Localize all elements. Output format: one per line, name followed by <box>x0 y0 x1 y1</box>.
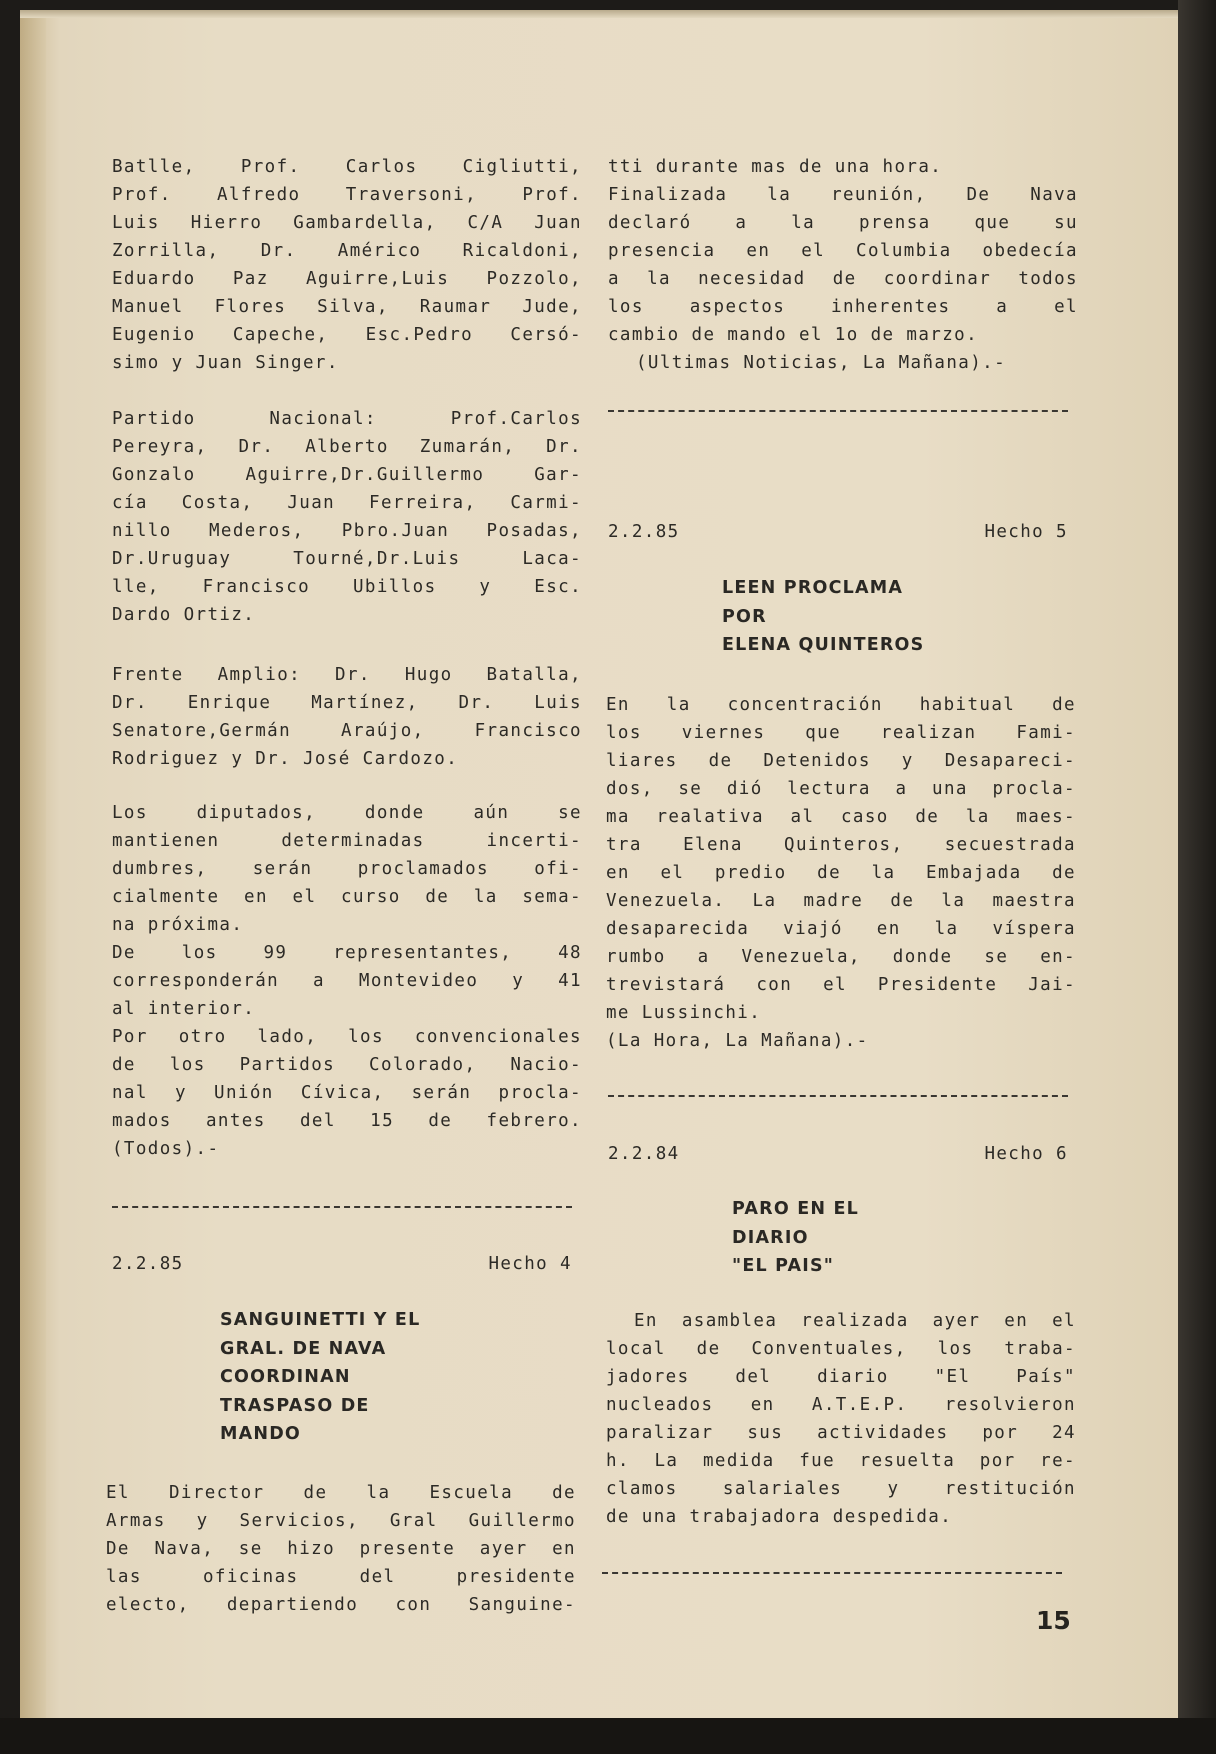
text-line: Dr.Uruguay Tourné,Dr.Luis Laca- <box>112 549 582 569</box>
headline-line: PARO EN EL <box>732 1199 860 1219</box>
partido-nacional-paragraph <box>112 405 582 629</box>
diputados-paragraph <box>112 799 582 1163</box>
fact-label: Hecho 4 <box>488 1254 572 1274</box>
right-column <box>608 10 1078 1718</box>
text-line: (La Hora, La Mañana).- <box>606 1031 869 1051</box>
text-line: dumbres, serán proclamados ofi- <box>112 859 582 879</box>
headline-line: LEEN PROCLAMA <box>722 578 904 598</box>
text-line: Prof. Alfredo Traversoni, Prof. <box>112 185 582 205</box>
fact6-headline <box>732 1195 859 1281</box>
text-line: Eugenio Capeche, Esc.Pedro Cersó- <box>112 325 582 345</box>
headline-line: SANGUINETTI Y EL <box>220 1310 421 1330</box>
text-line: En asamblea realizada ayer en el <box>634 1311 1076 1331</box>
text-line: cialmente en el curso de la sema- <box>112 887 582 907</box>
text-line: tra Elena Quinteros, secuestrada <box>606 835 1076 855</box>
fact4-body <box>106 1479 576 1619</box>
text-line: trevistará con el Presidente Jai- <box>606 975 1076 995</box>
scan-bottom-edge <box>0 1718 1216 1754</box>
fact6-body <box>606 1307 1076 1531</box>
text-line: Eduardo Paz Aguirre,Luis Pozzolo, <box>112 269 582 289</box>
text-line: mados antes del 15 de febrero. <box>112 1111 582 1131</box>
text-line: dos, se dió lectura a una procla- <box>606 779 1076 799</box>
fact-date: 2.2.85 <box>112 1254 184 1274</box>
headline-line: TRASPASO DE <box>220 1395 370 1416</box>
text-line: rumbo a Venezuela, donde se en- <box>606 947 1076 967</box>
text-line: De Nava, se hizo presente ayer en <box>106 1539 576 1559</box>
text-line: Zorrilla, Dr. Américo Ricaldoni, <box>112 241 582 261</box>
text-line: Luis Hierro Gambardella, C/A Juan <box>112 213 582 233</box>
text-line: Frente Amplio: Dr. Hugo Batalla, <box>112 665 582 685</box>
text-line: Rodriguez y Dr. José Cardozo. <box>112 749 459 769</box>
fact4-continuation <box>608 153 1078 377</box>
text-line: corresponderán a Montevideo y 41 <box>112 971 582 991</box>
page-shadow-left <box>20 10 46 1718</box>
text-line: mantienen determinadas incerti- <box>112 831 582 851</box>
fact5-body <box>606 691 1076 1055</box>
fact4-dateline <box>112 1250 582 1278</box>
scan-right-edge <box>1178 0 1216 1754</box>
headline-line: GRAL. DE NAVA <box>220 1338 387 1359</box>
left-column <box>106 10 582 1718</box>
text-line: de una trabajadora despedida. <box>606 1507 953 1527</box>
text-line: las oficinas del presidente <box>106 1567 576 1587</box>
page-number: 15 <box>1036 1606 1071 1635</box>
text-line: Finalizada la reunión, De Nava <box>608 185 1078 205</box>
text-line: nucleados en A.T.E.P. resolvieron <box>606 1395 1076 1415</box>
text-line: nal y Unión Cívica, serán procla- <box>112 1083 582 1103</box>
colorado-candidates-paragraph <box>112 153 582 377</box>
text-line: De los 99 representantes, 48 <box>112 943 582 963</box>
text-line: al interior. <box>112 999 256 1019</box>
text-line: paralizar sus actividades por 24 <box>606 1423 1076 1443</box>
text-line: Dardo Ortiz. <box>112 605 256 625</box>
text-line: Dr. Enrique Martínez, Dr. Luis <box>112 693 582 713</box>
section-divider <box>608 1095 1068 1097</box>
text-line: Partido Nacional: Prof.Carlos <box>112 409 582 429</box>
text-line: local de Conventuales, los traba- <box>606 1339 1076 1359</box>
text-line: de los Partidos Colorado, Nacio- <box>112 1055 582 1075</box>
text-line: electo, departiendo con Sanguine- <box>106 1595 576 1615</box>
fact5-headline <box>722 574 924 660</box>
headline-line: DIARIO <box>732 1227 809 1248</box>
text-line: Armas y Servicios, Gral Guillermo <box>106 1511 576 1531</box>
text-line: tti durante mas de una hora. <box>608 157 943 177</box>
text-line: Batlle, Prof. Carlos Cigliutti, <box>112 157 582 177</box>
text-line: clamos salariales y restitución <box>606 1479 1076 1499</box>
text-line: lle, Francisco Ubillos y Esc. <box>112 577 582 597</box>
fact-date: 2.2.84 <box>608 1144 680 1164</box>
text-line: liares de Detenidos y Desapareci- <box>606 751 1076 771</box>
document-page <box>20 10 1178 1718</box>
section-divider <box>608 410 1068 412</box>
text-line: los viernes que realizan Fami- <box>606 723 1076 743</box>
text-line: en el predio de la Embajada de <box>606 863 1076 883</box>
text-line: los aspectos inherentes a el <box>608 297 1078 317</box>
headline-line: POR <box>722 606 767 627</box>
fact5-dateline <box>608 518 1078 546</box>
text-line: Pereyra, Dr. Alberto Zumarán, Dr. <box>112 437 582 457</box>
text-line: declaró a la prensa que su <box>608 213 1078 233</box>
text-line: Gonzalo Aguirre,Dr.Guillermo Gar- <box>112 465 582 485</box>
headline-line: ELENA QUINTEROS <box>722 635 925 655</box>
text-line: a la necesidad de coordinar todos <box>608 269 1078 289</box>
text-line: h. La medida fue resuelta por re- <box>606 1451 1076 1471</box>
text-line: (Ultimas Noticias, La Mañana).- <box>636 353 1007 373</box>
headline-line: MANDO <box>220 1424 302 1444</box>
text-line: presencia en el Columbia obedecía <box>608 241 1078 261</box>
text-line: simo y Juan Singer. <box>112 353 339 373</box>
text-line: Venezuela. La madre de la maestra <box>606 891 1076 911</box>
fact-label: Hecho 5 <box>984 522 1068 542</box>
text-line: Por otro lado, los convencionales <box>112 1027 582 1047</box>
headline-line: COORDINAN <box>220 1367 351 1387</box>
text-line: cambio de mando el 1o de marzo. <box>608 325 979 345</box>
fact4-headline <box>220 1306 420 1449</box>
text-line: jadores del diario "El País" <box>606 1367 1076 1387</box>
text-line: El Director de la Escuela de <box>106 1483 576 1503</box>
text-line: na próxima. <box>112 915 244 935</box>
text-line: En la concentración habitual de <box>606 695 1076 715</box>
text-line: nillo Mederos, Pbro.Juan Posadas, <box>112 521 582 541</box>
fact6-dateline <box>608 1140 1078 1168</box>
text-line: desaparecida viajó en la víspera <box>606 919 1076 939</box>
text-line: ma realativa al caso de la maes- <box>606 807 1076 827</box>
headline-line: "EL PAIS" <box>732 1256 835 1276</box>
text-line: Los diputados, donde aún se <box>112 803 582 823</box>
frente-amplio-paragraph <box>112 661 582 773</box>
text-line: (Todos).- <box>112 1139 220 1159</box>
text-line: Senatore,Germán Araújo, Francisco <box>112 721 582 741</box>
text-line: me Lussinchi. <box>606 1003 762 1023</box>
text-line: Manuel Flores Silva, Raumar Jude, <box>112 297 582 317</box>
section-divider <box>602 1572 1062 1574</box>
section-divider <box>112 1206 572 1208</box>
fact-date: 2.2.85 <box>608 522 680 542</box>
fact-label: Hecho 6 <box>984 1144 1068 1164</box>
text-line: cía Costa, Juan Ferreira, Carmi- <box>112 493 582 513</box>
